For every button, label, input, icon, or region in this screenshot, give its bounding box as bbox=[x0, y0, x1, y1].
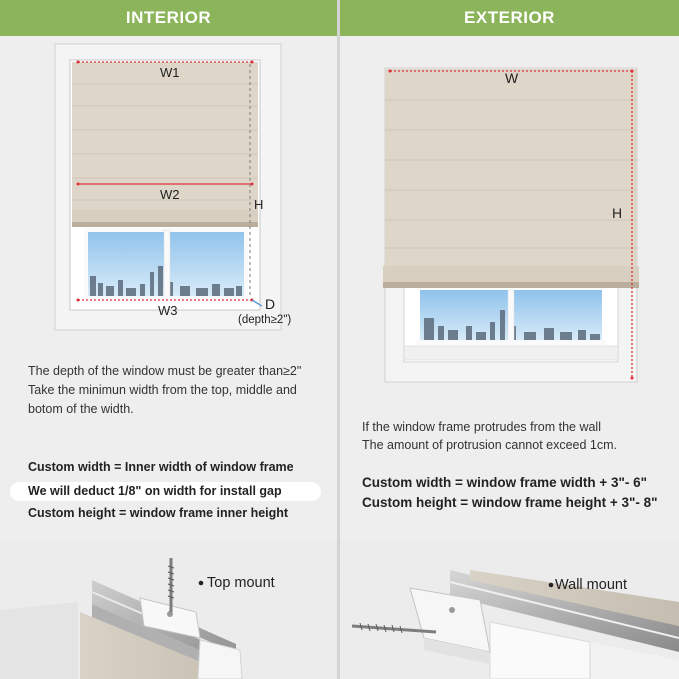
w2-label: W2 bbox=[160, 187, 180, 202]
interior-window-diagram bbox=[0, 36, 337, 336]
interior-header: INTERIOR bbox=[0, 0, 337, 36]
w3-label: W3 bbox=[158, 303, 178, 318]
wall-mount-photo bbox=[340, 540, 679, 679]
exterior-window-diagram bbox=[340, 36, 679, 386]
interior-h-label: H bbox=[254, 197, 264, 212]
top-mount-photo bbox=[0, 540, 337, 679]
d-label: D bbox=[265, 296, 276, 312]
exterior-w-label: W bbox=[505, 70, 519, 86]
exterior-note-1: If the window frame protrudes from the wall bbox=[362, 420, 601, 434]
exterior-note-2: The amount of protrusion cannot exceed 1cm. bbox=[362, 438, 618, 452]
interior-note-2: Take the minimun width from the top, middle and bbox=[28, 383, 297, 397]
interior-note-3: botom of the width. bbox=[28, 402, 134, 416]
interior-custom-width: Custom width = Inner width of window frame bbox=[28, 460, 294, 474]
w1-label: W1 bbox=[160, 65, 180, 80]
exterior-header: EXTERIOR bbox=[340, 0, 679, 36]
deduct-note: We will deduct 1/8" on width for install gap bbox=[28, 484, 282, 498]
interior-note-1: The depth of the window must be greater than≥2" bbox=[28, 364, 302, 378]
depth-label: (depth≥2") bbox=[238, 314, 292, 326]
exterior-custom-height: Custom height = window frame height + 3"- 8" bbox=[362, 495, 658, 510]
exterior-h-label: H bbox=[612, 205, 623, 221]
wall-mount-label: Wall mount bbox=[555, 577, 627, 593]
top-mount-label: Top mount bbox=[207, 575, 275, 591]
interior-custom-height: Custom height = window frame inner height bbox=[28, 506, 289, 520]
exterior-custom-width: Custom width = window frame width + 3"- 6" bbox=[362, 475, 648, 490]
